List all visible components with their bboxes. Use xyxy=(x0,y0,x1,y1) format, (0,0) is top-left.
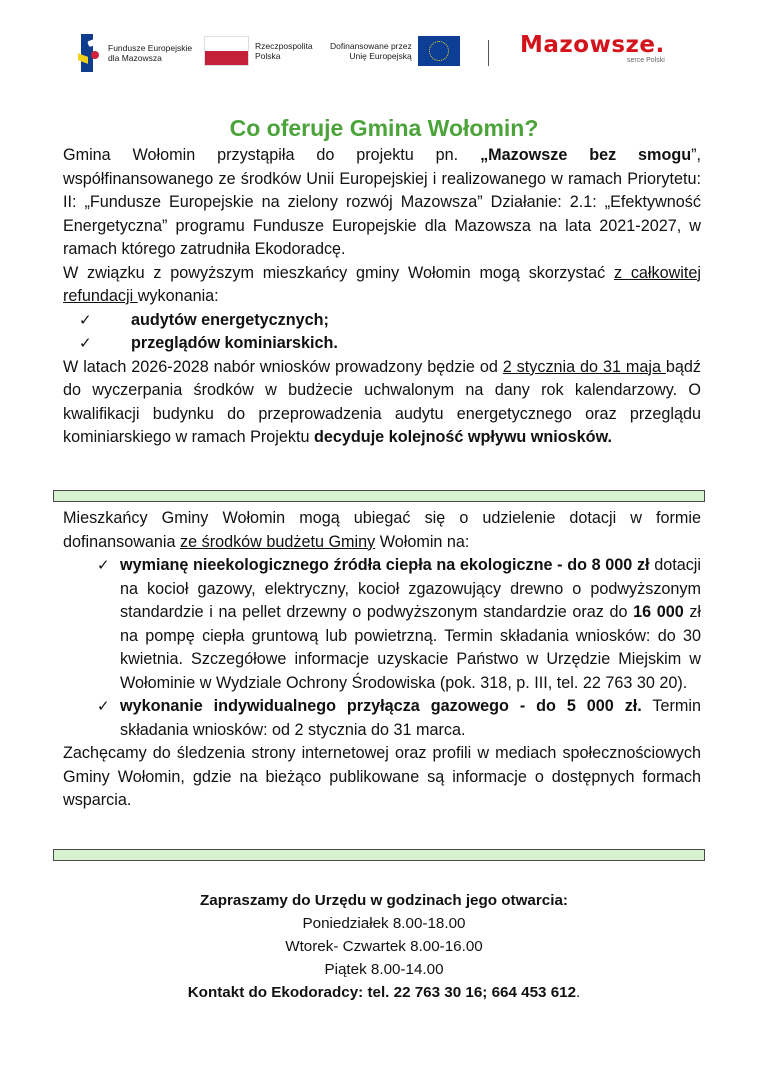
refund-paragraph xyxy=(63,262,701,309)
refund-item-audits: audytów energetycznych; xyxy=(131,310,329,329)
eu-cofinanced-logo xyxy=(330,36,460,66)
refund-underlined: z całkowitej refundacji xyxy=(63,263,701,305)
grant-heat-source-title: wymianę nieekologicznego źródła ciepła na ekologiczne - do 8 000 zł xyxy=(120,556,650,574)
main-content-top xyxy=(63,144,701,450)
fundusze-europejskie-logo xyxy=(78,34,192,72)
hours-friday: Piątek 8.00-14.00 xyxy=(324,961,444,978)
eu-line2: Unię Europejską xyxy=(349,51,412,61)
office-hours xyxy=(0,889,768,1004)
eu-flag-icon xyxy=(418,36,460,66)
polish-flag-icon xyxy=(204,36,249,66)
schedule-text-1: W latach 2026-2028 nabór wniosków prowadzony będzie od xyxy=(63,357,503,376)
grants-list xyxy=(63,554,701,742)
check-icon: ✓ xyxy=(97,698,110,715)
mazowsze-wordmark: Mazowsze. xyxy=(520,32,665,58)
rzeczpospolita-polska-logo xyxy=(204,36,313,66)
grants-paragraph xyxy=(63,507,701,554)
fundusze-logo-text xyxy=(108,43,192,63)
schedule-text-2: bądź do wyczerpania środków w budżecie uchwalonym na dany rok kalendarzowy. O kwalifikacji budynku do przeprowadzenia audytu energetycznego oraz przeglądu kominiarskiego w ramach Projektu xyxy=(63,357,701,446)
grant-gas-connection-title: wykonanie indywidualnego przyłącza gazowego - do 5 000 zł. xyxy=(120,697,642,715)
ekodoradca-contact xyxy=(0,981,768,1004)
hours-tuesday-thursday: Wtorek- Czwartek 8.00-16.00 xyxy=(285,938,483,955)
eu-logo-text xyxy=(330,41,412,61)
schedule-paragraph xyxy=(63,356,701,450)
eu-line1: Dofinansowane przez xyxy=(330,41,412,51)
rzeczpospolita-logo-text xyxy=(255,41,313,61)
grants-text-2: Wołomin na: xyxy=(375,532,470,551)
section-divider xyxy=(53,490,705,502)
contact-phones: Kontakt do Ekodoradcy: tel. 22 763 30 16; 664 453 612 xyxy=(187,984,577,1001)
rzeczpospolita-line2: Polska xyxy=(255,51,281,61)
schedule-dates: 2 stycznia do 31 maja xyxy=(502,357,666,376)
check-icon: ✓ xyxy=(79,335,92,352)
schedule-bold: decyduje kolejność wpływu wniosków. xyxy=(314,428,613,446)
check-icon: ✓ xyxy=(97,557,110,574)
hours-monday: Poniedziałek 8.00-18.00 xyxy=(302,915,466,932)
project-name: „Mazowsze bez smogu xyxy=(480,146,692,164)
grant-heat-pump-amount: 16 000 xyxy=(633,603,684,621)
intro-text-1: Gmina Wołomin przystąpiła do projektu pn. xyxy=(63,146,481,164)
intro-text-2: ”, współfinansowanego ze środków Unii Europejskiej i realizowanego w ramach Priorytetu: II: „Fundusze Europejskie na zielony rozwój Mazowsza” Działanie: 2.1: „Efektywność Energetyczna” programu Fundusze Europejskie dla Mazowsza na lata 2021-2027, w ramach którego zatrudniła Ekodoradcę. xyxy=(63,146,701,258)
grant-gas-connection-text: Termin składania wniosków: od 2 stycznia do 31 marca. xyxy=(120,697,701,739)
fundusze-line2: dla Mazowsza xyxy=(108,53,162,63)
list-item xyxy=(63,695,701,742)
closing-paragraph: Zachęcamy do śledzenia strony internetowej oraz profili w mediach społecznościowych Gminy Wołomin, gdzie na bieżąco publikowane są informacje o dostępnych formach wsparcia. xyxy=(63,744,701,809)
page-title: Co oferuje Gmina Wołomin? xyxy=(229,115,539,141)
list-item xyxy=(63,309,701,333)
check-icon: ✓ xyxy=(79,311,92,329)
contact-period: . xyxy=(576,984,581,1001)
grants-underlined: ze środków budżetu Gminy xyxy=(180,532,376,551)
mazowsze-tagline: serce Polski xyxy=(627,57,665,64)
list-item xyxy=(63,554,701,695)
grants-text-1: Mieszkańcy Gminy Wołomin mogą ubiegać się o udzielenie dotacji w formie dofinansowania xyxy=(63,509,701,551)
main-content-grants xyxy=(63,507,701,813)
fundusze-line1: Fundusze Europejskie xyxy=(108,43,193,53)
grant-heat-source-text-2: zł na pompę ciepła gruntową lub powietrzną. Termin składania wniosków: do 30 kwietnia. Szczegółowe informacje uzyskacie Państwo w Urzędzie Miejskim w Wołominie w Wydziale Ochrony Środowiska (pok. 318, p. III, tel. 22 763 30 20). xyxy=(120,603,702,692)
intro-paragraph xyxy=(63,144,701,262)
section-divider xyxy=(53,849,705,861)
mazowsze-logo xyxy=(520,32,665,64)
rzeczpospolita-line1: Rzeczpospolita xyxy=(255,41,313,51)
grant-heat-source-text-1: dotacji na kocioł gazowy, elektryczny, kocioł zgazowujący drewno o podwyższonym standardzie i na pellet drzewny o podwyższonym standardzie oraz do xyxy=(120,556,701,621)
fundusze-europejskie-icon xyxy=(78,34,102,72)
refund-after: wykonania: xyxy=(137,287,219,305)
refund-list xyxy=(63,309,701,356)
logo-separator xyxy=(488,40,489,66)
refund-item-chimney: przeglądów kominiarskich. xyxy=(131,334,338,352)
logo-bar xyxy=(78,30,688,76)
refund-text: W związku z powyższym mieszkańcy gminy Wołomin mogą skorzystać xyxy=(63,263,614,282)
office-hours-heading: Zapraszamy do Urzędu w godzinach jego otwarcia: xyxy=(200,892,568,909)
list-item xyxy=(63,332,701,356)
